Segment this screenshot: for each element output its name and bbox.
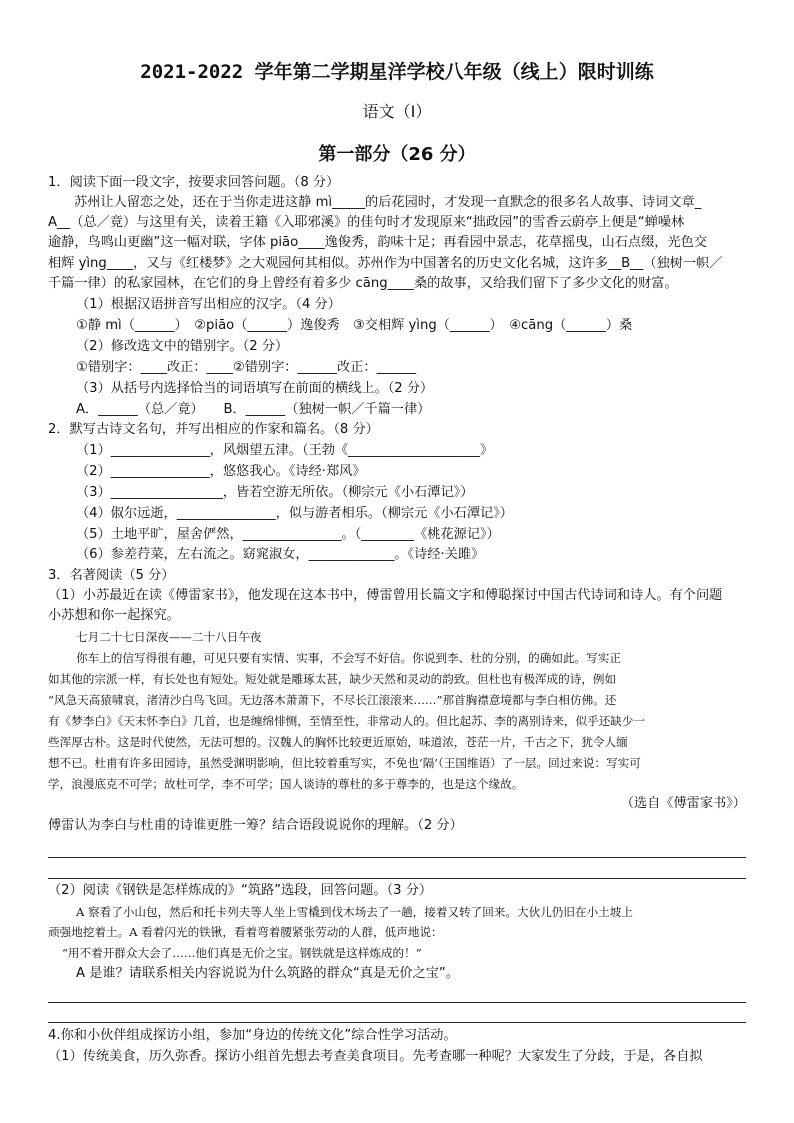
letter-line: 些浑厚古朴。这是时代使然，无法可想的。汉魏人的胸怀比较更近原始，味道浓，苍茫一片，千古之下，犹令人缅 — [48, 735, 628, 749]
letter-line: 想不已。杜甫有许多田园诗，虽然受渊明影响，但比较着重写实，不免也‘隔’（王国维语）了一层。回过来说：写实可 — [48, 756, 641, 770]
q1-sub3-items: A．______（总／竟） B．______（独树一帜／千篇一律） — [76, 402, 431, 417]
q4-line: （1）传统美食，历久弥香。探访小组首先想去考查美食项目。先考查哪一种呢？大家发生了分歧，于是，各自拟 — [48, 1049, 703, 1064]
q1-passage-line: 千篇一律）的私家园林，在它们的身上曾经有着多少 cāng____桑的故事，又给我们留下了多少文化的财富。 — [48, 276, 678, 291]
letter-line: 你车上的信写得很有趣，可见只要有实情、实事，不会写不好信。你说到李、杜的分别，的确如此。写实正 — [76, 651, 621, 665]
q1-passage-line: 逾静，鸟鸣山更幽”这一幅对联，字体 piāo____逸俊秀，韵味十足；再看园中景志，花草摇曳，山石点缀，光色交 — [48, 235, 708, 250]
q1-sub2-items: ①错别字：____改正：____②错别字：______改正：______ — [76, 360, 417, 375]
q3-intro-line: （1）小苏最近在读《傅雷家书》，他发现在这本书中，傅雷曾用长篇文字和傅聪探讨中国古代诗词和诗人。有个问题 — [48, 588, 723, 603]
q3-question: 傅雷认为李白与杜甫的诗谁更胜一筹？结合语段说说你的理解。（2 分） — [48, 818, 463, 833]
letter-line: 有《梦李白》《天末怀李白》几首，也是缠绵悱恻，至情至性，非常动人的。但比起苏、李的离别诗来，似乎还缺少一 — [48, 714, 646, 728]
q3-heading: 3．名著阅读（5 分） — [48, 568, 175, 583]
q1-sub1-items: ①静 mì（______） ②piāo（______）逸俊秀 ③交相辉 yìng（______） ④cāng（______）桑 — [76, 318, 633, 333]
letter-source: （选自《傅雷家书》） — [620, 796, 746, 811]
answer-line — [48, 1002, 746, 1003]
q2-item: （2）_______________，悠悠我心。《诗经·郑风》 — [76, 464, 366, 479]
q1-passage-line: A__（总／竟）与这里有关，读着王籍《入耶邪溪》的佳句时才发现原来“拙政园”的雪香云蔚亭上便是“蝉噪林 — [48, 215, 685, 230]
excerpt-line: 顽强地挖着土。A 看着闪光的铁锹，看着弯着腰紧张劳动的人群，低声地说： — [48, 925, 443, 939]
q3-sub2-question: A 是谁？请联系相关内容说说为什么筑路的群众“真是无价之宝”。 — [76, 966, 459, 981]
q3-intro-line: 小苏想和你一起探究。 — [48, 608, 180, 623]
q1-sub3: （3）从括号内选择恰当的词语填写在前面的横线上。（2 分） — [76, 381, 434, 396]
letter-line: “风急天高猿啸哀，渚清沙白鸟飞回。无边落木萧萧下，不尽长江滚滚来……”那首胸襟意境都与李白相仿佛。还 — [48, 693, 617, 707]
q1-passage-line: 相辉 yìng____，又与《红楼梦》之大观园何其相似。苏州作为中国著名的历史文化名城，这许多__B__（独树一帜／ — [48, 256, 723, 271]
letter-line: 如其他的宗派一样，有长处也有短处。短处就是雕琢太甚，缺少天然和灵动的韵致。但杜也有极浑成的诗，例如 — [48, 672, 617, 686]
q2-item: （5）土地平旷，屋舍俨然，_______________。（________《桃花源记》） — [76, 527, 500, 542]
answer-line — [48, 857, 746, 858]
q2-item: （1）_______________，风烟望五津。（王勃《____________________》 — [76, 443, 494, 458]
q1-sub1: （1）根据汉语拼音写出相应的汉字。（4 分） — [76, 297, 341, 312]
part-heading: 第一部分（26 分） — [318, 144, 476, 165]
q2-item: （3）_________________，皆若空游无所依。（柳宗元《小石潭记》） — [76, 485, 474, 500]
letter-date: 七月二十七日深夜——二十八日午夜 — [76, 630, 262, 644]
q4-heading: 4.你和小伙伴组成探访小组，参加“身边的传统文化”综合性学习活动。 — [48, 1028, 457, 1043]
q2-item: （6）参差荇菜，左右流之。窈窕淑女，_____________。《诗经·关雎》 — [76, 547, 485, 562]
q1-passage-line: 苏州让人留恋之处，还在于当你走进这静 mì_____的后花园时，才发现一直默念的很多名人故事、诗词文章_ — [74, 195, 702, 210]
excerpt-line: A 察看了小山包，然后和托卡列夫等人坐上雪橇到伐木场去了一趟，接着又转了回来。大伙儿仍旧在小土坡上 — [76, 905, 633, 919]
q1-sub2: （2）修改选文中的错别字。（2 分） — [76, 339, 289, 354]
q2-heading: 2．默写古诗文名句，并写出相应的作家和篇名。（8 分） — [48, 422, 379, 437]
letter-line: 学，浪漫底克不可学；故杜可学，李不可学；国人谈诗的尊杜的多于尊李的，也是这个缘故。 — [48, 777, 524, 791]
answer-line — [48, 1022, 746, 1023]
q1-heading: 1．阅读下面一段文字，按要求回答问题。（8 分） — [48, 175, 340, 190]
subject-title: 语文（Ⅰ） — [362, 102, 432, 121]
excerpt-line: “用不着开群众大会了……他们真是无价之宝。钢铁就是这样炼成的！” — [62, 946, 422, 960]
q3-sub2-heading: （2）阅读《钢铁是怎样炼成的》“筑路”选段，回答问题。（3 分） — [48, 883, 433, 898]
page-title: 2021-2022 学年第二学期星洋学校八年级（线上）限时训练 — [140, 61, 654, 83]
answer-line — [48, 878, 746, 879]
q2-item: （4）俶尔远逝，_______________，似与游者相乐。（柳宗元《小石潭记》） — [76, 506, 513, 521]
